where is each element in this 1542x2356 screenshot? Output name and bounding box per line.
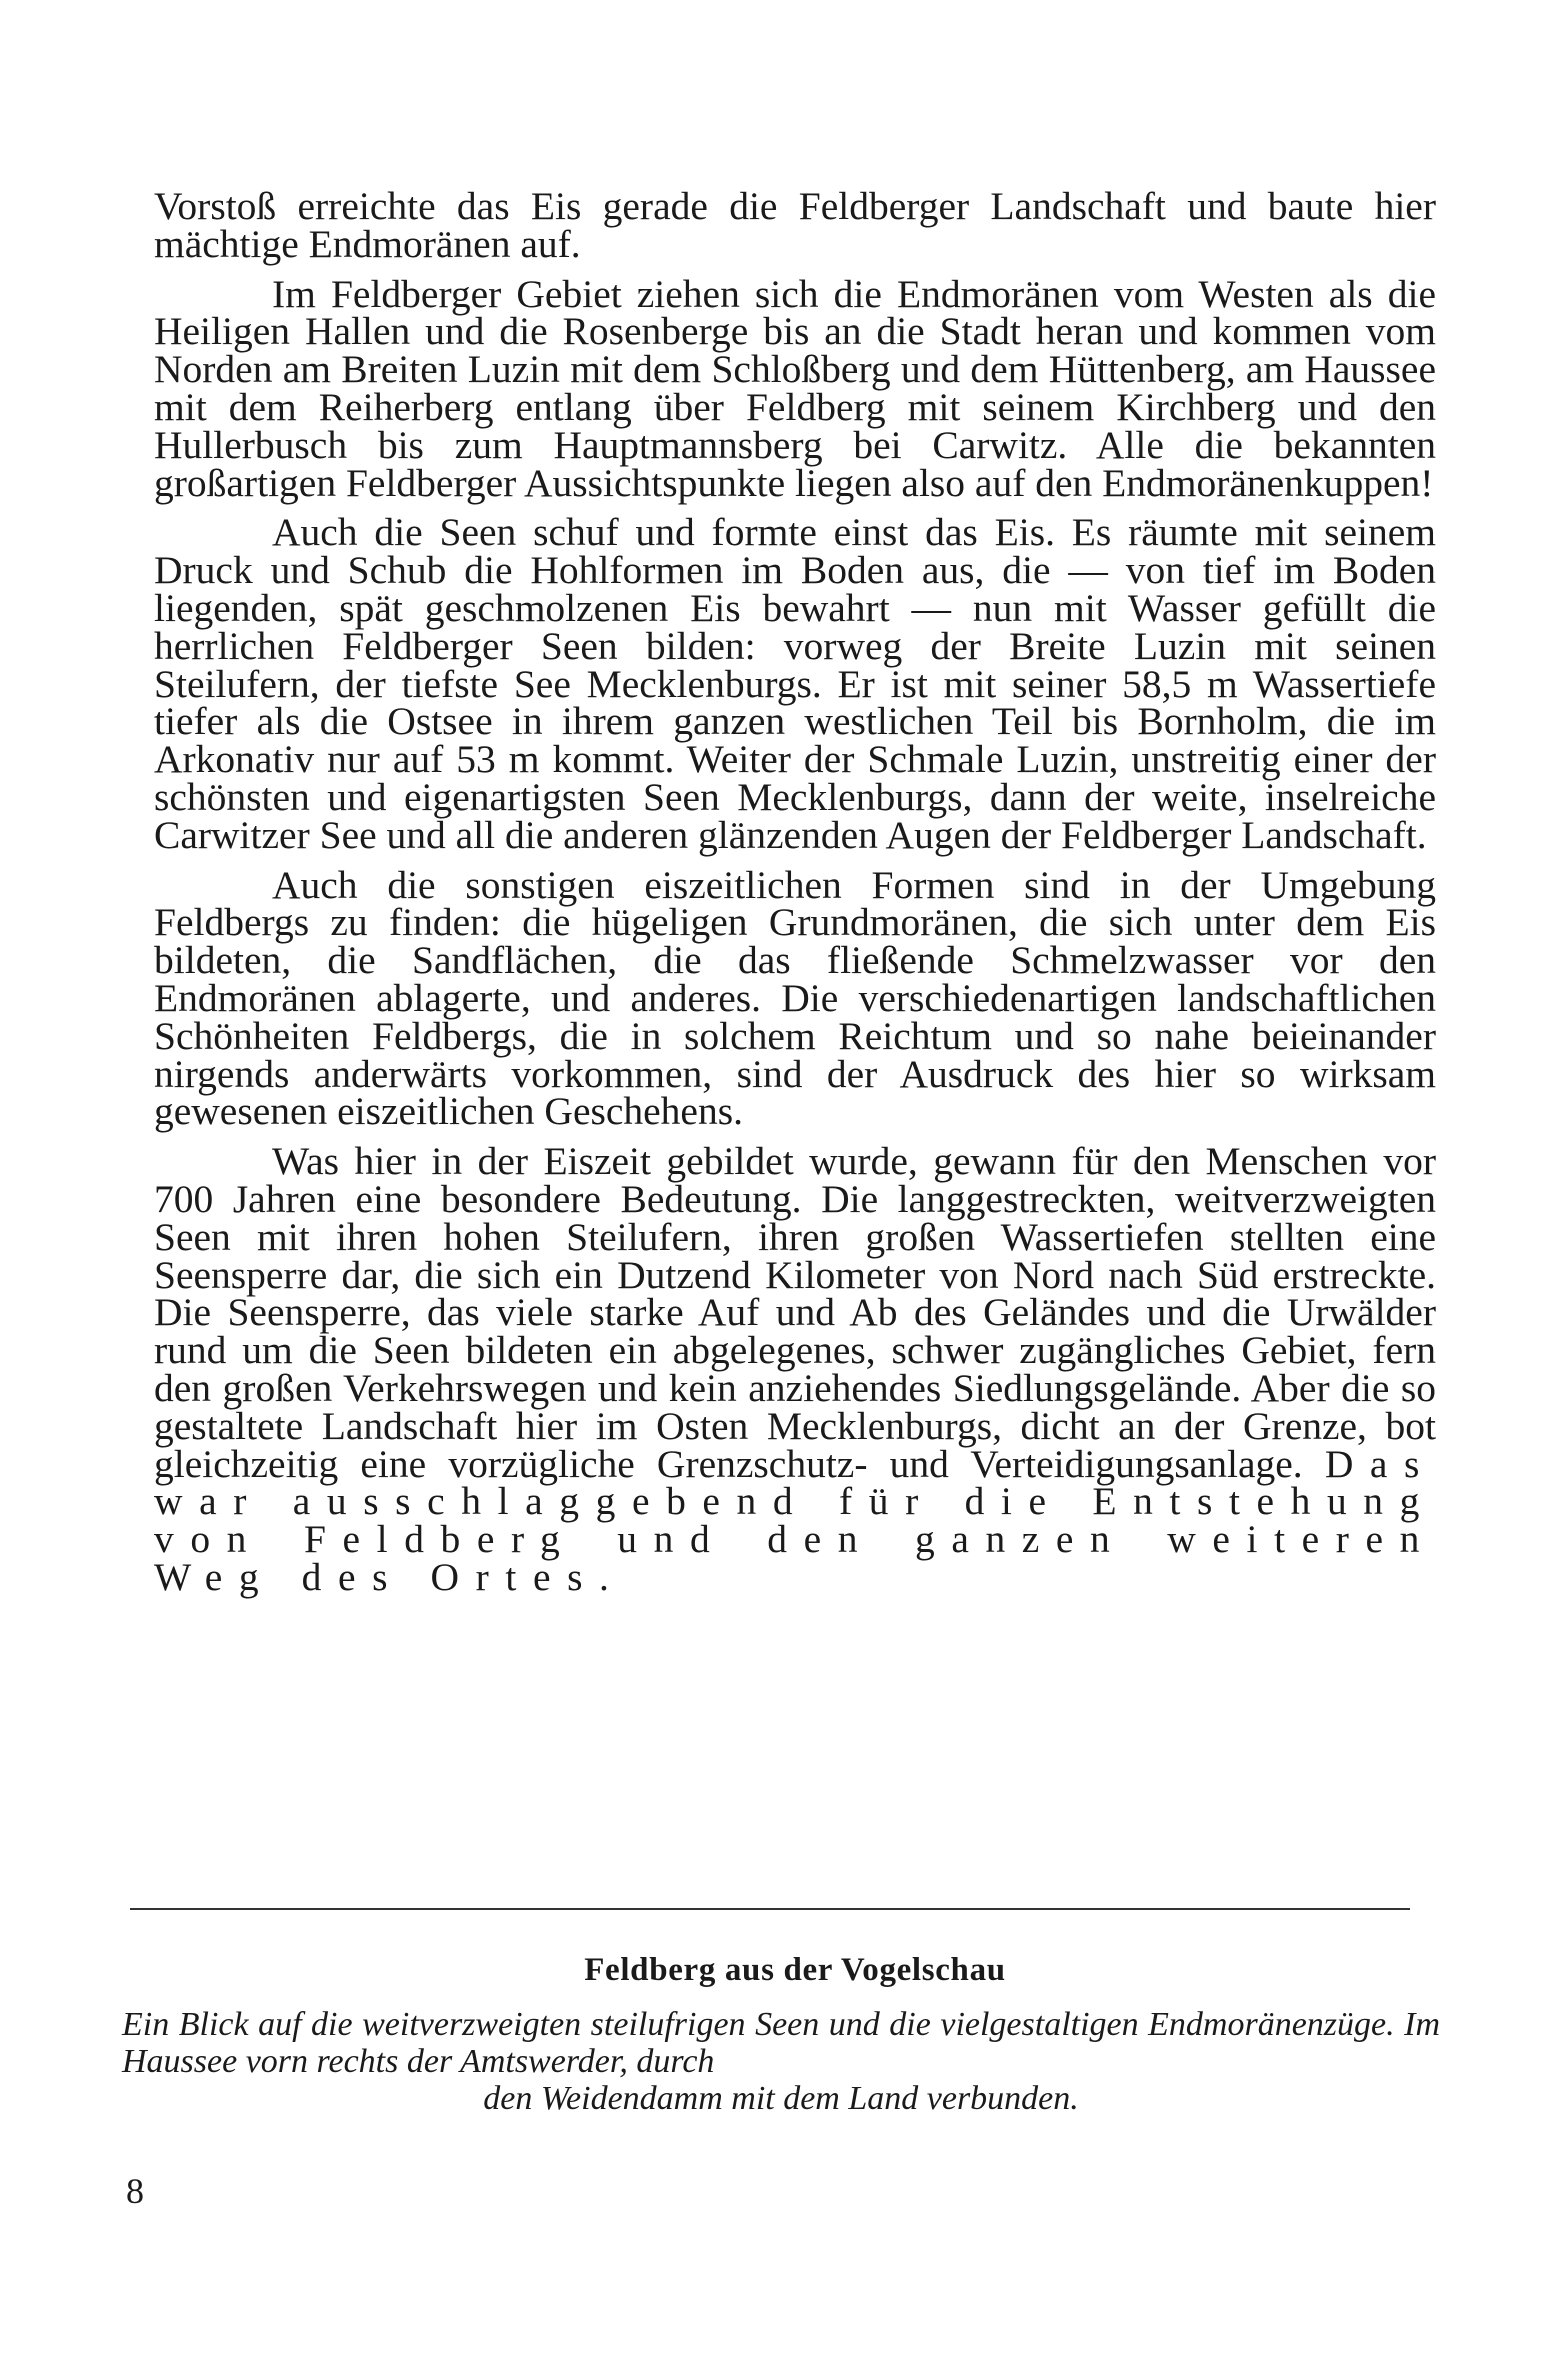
body-text: [154, 184, 1437, 1599]
caption-divider: [130, 1908, 1410, 1910]
page-number: 8: [126, 2171, 144, 2211]
paragraph-1: Vorstoß erreichte das Eis gerade die Feldberger Landschaft und baute hier mächtige Endmoränen auf.: [154, 184, 1436, 266]
caption-last-line: den Weidendamm mit dem Land verbunden.: [483, 2080, 1079, 2117]
paragraph-5-spaced-text: Das war ausschlaggebend für die Entstehung von Feldberg und den ganzen weiteren Weg des Ortes.: [154, 1441, 1437, 1599]
caption-title: Feldberg aus der Vogelschau: [584, 1952, 1006, 1988]
caption-text: [122, 2006, 1440, 2117]
paragraph-3: Auch die Seen schuf und formte einst das Eis. Es räumte mit seinem Druck und Schub die Hohlformen im Boden aus, die — von tief im Boden liegenden, spät geschmolzenen Eis bewahrt — nun mit Wasser gefüllt die herrlichen Feldberger Seen bilden: vorweg der Breite Luzin mit seinen Steilufern, der tiefste See Mecklenburgs. Er ist mit seiner 58,5 m Wassertiefe tiefer als die Ostsee in ihrem ganzen westlichen Teil bis Bornholm, die im Arkonativ nur auf 53 m kommt. Weiter der Schmale Luzin, unstreitig einer der schönsten und eigenartigsten Seen Mecklenburgs, dann der weite, inselreiche Carwitzer See und all die anderen glänzenden Augen der Feldberger Landschaft.: [154, 510, 1436, 857]
paragraph-5-text: Was hier in der Eiszeit gebildet wurde, gewann für den Menschen vor 700 Jahren eine besondere Bedeutung. Die langgestreckten, weitverzweigten Seen mit ihren hohen Steilufern, ihren großen Wassertiefen stellten eine Seensperre dar, die sich ein Dutzend Kilometer von Nord nach Süd erstreckte. Die Seensperre, das viele starke Auf und Ab des Geländes und die Urwälder rund um die Seen bildeten ein abgelegenes, schwer zugängliches Gebiet, fern den großen Verkehrswegen und kein anziehendes Siedlungsgelände. Aber die so gestaltete Landschaft hier im Osten Mecklenburgs, dicht an der Grenze, bot gleichzeitig eine vorzügliche Grenzschutz- und Verteidigungsanlage.: [154, 1139, 1436, 1486]
paragraph-4: Auch die sonstigen eiszeitlichen Formen sind in der Umgebung Feldbergs zu finden: die hügeligen Grundmoränen, die sich unter dem Eis bildeten, die Sandflächen, die das fließende Schmelzwasser vor den Endmoränen ablagerte, und anderes. Die verschiedenartigen landschaftlichen Schönheiten Feldbergs, die in solchem Reichtum und so nahe beieinander nirgends anderwärts vorkommen, sind der Ausdruck des hier so wirksam gewesenen eiszeitlichen Geschehens.: [154, 862, 1436, 1134]
caption-body: Ein Blick auf die weitverzweigten steilufrigen Seen und die vielgestaltigen Endmoränenzüge. Im Haussee vorn rechts der Amtswerder, durch: [122, 2006, 1440, 2080]
main-text: [154, 184, 1437, 1599]
paragraph-5: [154, 1139, 1437, 1599]
paragraph-2: Im Feldberger Gebiet ziehen sich die Endmoränen vom Westen als die Heiligen Hallen und die Rosenberge bis an die Stadt heran und kommen vom Norden am Breiten Luzin mit dem Schloßberg und dem Hüttenberg, am Haussee mit dem Reiherberg entlang über Feldberg mit seinem Kirchberg und den Hullerbusch bis zum Hauptmannsberg bei Carwitz. Alle die bekannten großartigen Feldberger Aussichtspunkte liegen also auf den Endmoränenkuppen!: [154, 271, 1436, 505]
